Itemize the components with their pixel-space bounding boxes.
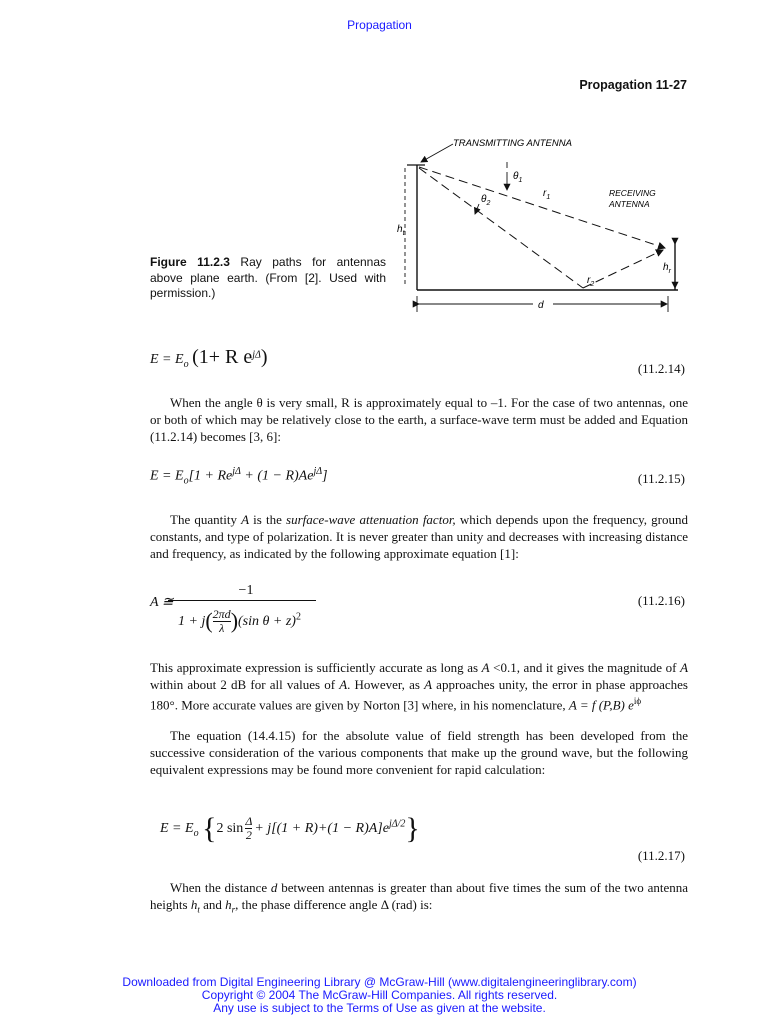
paragraph-5: When the distance d between antennas is greater than about five times the sum of the two antenna heights $h_t$ and $h_r$, the phase difference angle Δ (rad) is: (150, 880, 688, 915)
incident-ray (419, 168, 583, 288)
equation-number-11-2-14: (11.2.14) (637, 361, 685, 376)
footer-download-link[interactable]: Downloaded from Digital Engineering Library @ McGraw-Hill (www.digitalengineeringlibrary.com) (122, 975, 637, 989)
figure-caption (150, 255, 386, 302)
equation-11-2-16-lhs: A ≅ (150, 595, 174, 610)
paragraph-1: When the angle θ is very small, R is approximately equal to –1. For the case of two antennas, one or both of which may be relatively close to the earth, a surface-wave term must be added and Equation (11.2.14) becomes [3, 6]: (150, 395, 688, 444)
r2-label: $r_2$ (587, 275, 595, 288)
footer-terms-of-use[interactable]: Any use is subject to the Terms of Use as given at the website. (213, 1001, 546, 1015)
footer (0, 976, 759, 1015)
transmitting-label-leader (421, 144, 453, 162)
transmitting-antenna-label: TRANSMITTING ANTENNA (453, 138, 572, 149)
paragraph-4: The equation (14.4.15) for the absolute value of field strength has been developed from the successive consideration of the various components that make up the ground wave, but the following equivalent expressions may be found more convenient for rapid calculation: (150, 728, 688, 777)
equation-number-11-2-15: (11.2.15) (637, 471, 685, 486)
equation-11-2-17: $E = E_o$ {2 sin $\frac{\Delta}{2}$ + $j[(1 + R)+(1 - R)A]e^{j\Delta/2}$} (160, 812, 420, 845)
running-header-link[interactable]: Propagation (347, 18, 412, 32)
reflected-ray-r2 (583, 250, 663, 288)
figure-caption-label: Figure 11.2.3 (150, 255, 230, 269)
footer-copyright[interactable]: Copyright © 2004 The McGraw-Hill Companies. All rights reserved. (201, 988, 558, 1002)
theta2-marker (475, 204, 479, 214)
ray-path-diagram (395, 132, 685, 322)
receiving-antenna-label-1: RECEIVING (609, 188, 656, 198)
d-label: d (538, 300, 544, 311)
theta1-label: $\theta_1$ (513, 171, 523, 184)
equation-11-2-15: $E = E_o[1 + Re^{j\Delta} + (1 - R)Ae^{j\Delta}]$ (150, 466, 328, 487)
equation-number-11-2-17: (11.2.17) (637, 848, 685, 863)
theta2-label: $\theta_2$ (481, 194, 491, 207)
paragraph-3: This approximate expression is sufficiently accurate as long as A <0.1, and it gives the magnitude of A within about 2 dB for all values of A. However, as A approaches unity, the error in phase approaches 180°. More accurate values are given by Norton [3] where, in his nomenclature, A = f (P,B) $e^{i\phi}$ (150, 660, 689, 713)
equation-11-2-14: $E = E_o$ (1+ R $e^{j\Delta}$) (150, 346, 268, 370)
equation-11-2-16-denominator: 1 + j( $\frac{2\pi d}{\lambda}$ )(sin θ + z)$^2$ (178, 607, 301, 636)
page-number-header: Propagation 11-27 (579, 78, 687, 92)
r1-label: $r_1$ (543, 188, 551, 201)
equation-number-11-2-16: (11.2.16) (637, 593, 685, 608)
paragraph-2: The quantity A is the surface-wave attenuation factor, which depends upon the frequency, ground constants, and type of polarization. It is never greater than unity and decreases with increasing distance and frequency, as indicated by the following approximate equation [1]: (150, 512, 688, 561)
equation-11-2-16-fraction-bar (168, 600, 316, 601)
hr-label: $h_r$ (663, 262, 671, 275)
figure-caption-text: Ray paths for antennas above plane earth. (From [2]. Used with permission.) (150, 255, 387, 300)
equation-11-2-16-numerator: −1 (238, 583, 254, 598)
ht-label: $h_t$ (397, 224, 405, 237)
receiving-antenna-label-2: ANTENNA (609, 199, 650, 209)
